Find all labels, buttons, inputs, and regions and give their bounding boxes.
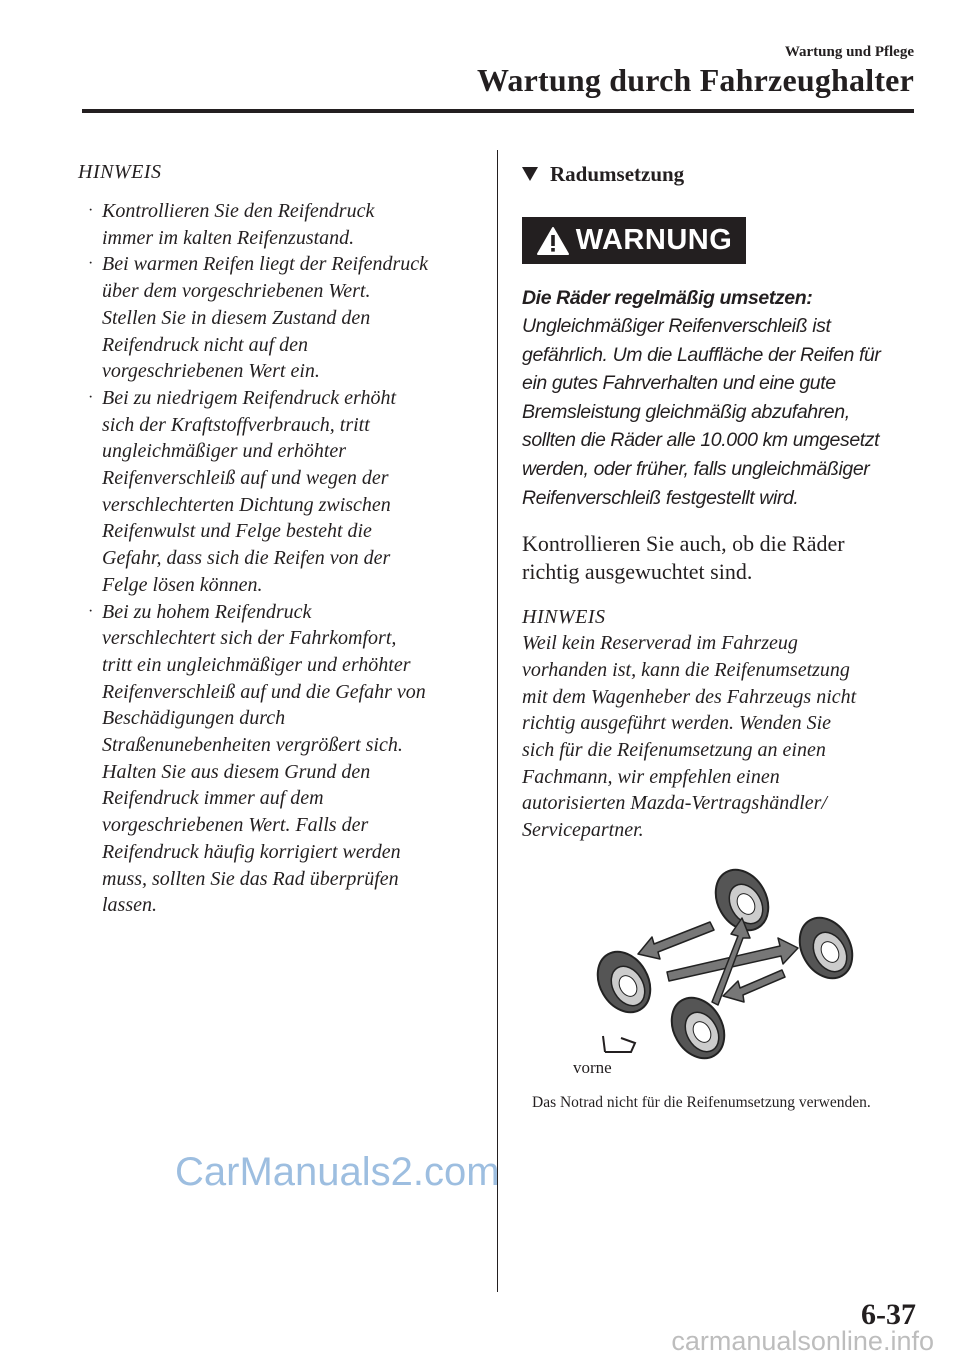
warning-triangle-icon: [536, 226, 570, 256]
note-bullet-item: [78, 251, 488, 385]
bullet-text: Bei warmen Reifen liegt der Reifendruck über dem vorgeschriebenen Wert. Stellen Sie in diesem Zustand den Reifendruck nicht auf den vorgeschriebenen Wert ein.: [102, 253, 429, 383]
note-text: Weil kein Reserverad im Fahrzeug vorhanden ist, kann die Reifenumsetzung mit dem Wagenheber des Fahrzeugs nicht richtig ausgeführt werden. Wenden Sie sich für die Reifenumsetzung an einen Fachmann, wir empfehlen einen autorisierten Mazda-Vertragshändler/ Servicepartner.: [522, 632, 857, 842]
page-number: 6-37: [861, 1298, 916, 1331]
bullet-dot-icon: ·: [88, 388, 94, 406]
header-section-label: Wartung und Pflege: [784, 44, 914, 60]
diagram-label-text: vorne: [573, 1058, 612, 1077]
bullet-dot-icon: ·: [88, 202, 94, 219]
page-title: Wartung durch Fahrzeughalter: [476, 62, 914, 98]
section-heading: [522, 158, 922, 190]
bullet-text: Bei zu niedrigem Reifendruck erhöht sich der Kraftstoffverbrauch, tritt ungleichmäßiger und erhöhter Reifenverschleiß auf und wegen der verschlechterten Dichtung zwischen Reifenwulst und Felge besteht die Gefahr, dass sich die Reifen von der Felge lösen können.: [102, 386, 397, 596]
bullet-dot-icon: ·: [88, 602, 94, 620]
note-heading: HINWEIS: [78, 161, 162, 183]
warning-heading: Die Räder regelmäßig umsetzen:: [522, 287, 813, 309]
note-heading: HINWEIS: [522, 606, 606, 629]
body-paragraph: Kontrollieren Sie auch, ob die Räder richtig ausgewuchtet sind.: [522, 531, 845, 585]
note-bullet-item: [78, 198, 488, 251]
warning-text: Ungleichmäßiger Reifenverschleiß ist gefährlich. Um die Lauffläche der Reifen für ein gutes Fahrverhalten und eine gute Bremsleistung gleichmäßig abzufahren, sollten die Räder alle 10.000 km umgesetzt werden, oder früher, falls ungleichmäßiger Reifenverschleiß festgestellt wird.: [522, 315, 881, 509]
column-divider: [497, 150, 498, 1292]
bullet-text: Bei zu hohem Reifendruck verschlechtert sich der Fahrkomfort, tritt ein ungleichmäßiger und erhöhter Reifenverschleiß auf und die Gefahr von Beschädigungen durch Straßenunebenheiten vergrößert sich. Halten Sie aus diesem Grund den Reifendruck immer auf dem vorgeschriebenen Wert. Falls der Reifendruck häufig korrigiert werden muss, sollten Sie das Rad überprüfen lassen.: [102, 600, 426, 917]
tire-rear-right: [789, 908, 863, 987]
header-rule: [82, 109, 914, 113]
left-column: [78, 158, 488, 919]
watermark-logo: CarManuals2.com: [175, 1150, 500, 1194]
rotation-arrow-icon: [638, 918, 798, 1005]
bullet-text: Kontrollieren Sie den Reifendruck immer im kalten Reifenzustand.: [102, 200, 375, 249]
note-bullet-item: [78, 599, 488, 919]
diagram-caption: Das Notrad nicht für die Reifenumsetzung verwenden.: [532, 1094, 871, 1111]
right-column: [522, 158, 922, 844]
diagram-label: [573, 1058, 612, 1078]
tire-front-right: [661, 988, 735, 1067]
warning-banner: [522, 217, 746, 264]
section-heading-text: Radumsetzung: [550, 162, 685, 186]
triangle-down-icon: [522, 167, 538, 181]
footer-watermark: carmanualsonline.info: [671, 1326, 934, 1356]
warning-label: WARNUNG: [575, 224, 733, 256]
note-bullet-item: [78, 385, 488, 599]
front-pointer-icon: [601, 1034, 637, 1054]
bullet-dot-icon: ·: [88, 255, 94, 273]
note-bullet-list: [78, 198, 488, 919]
